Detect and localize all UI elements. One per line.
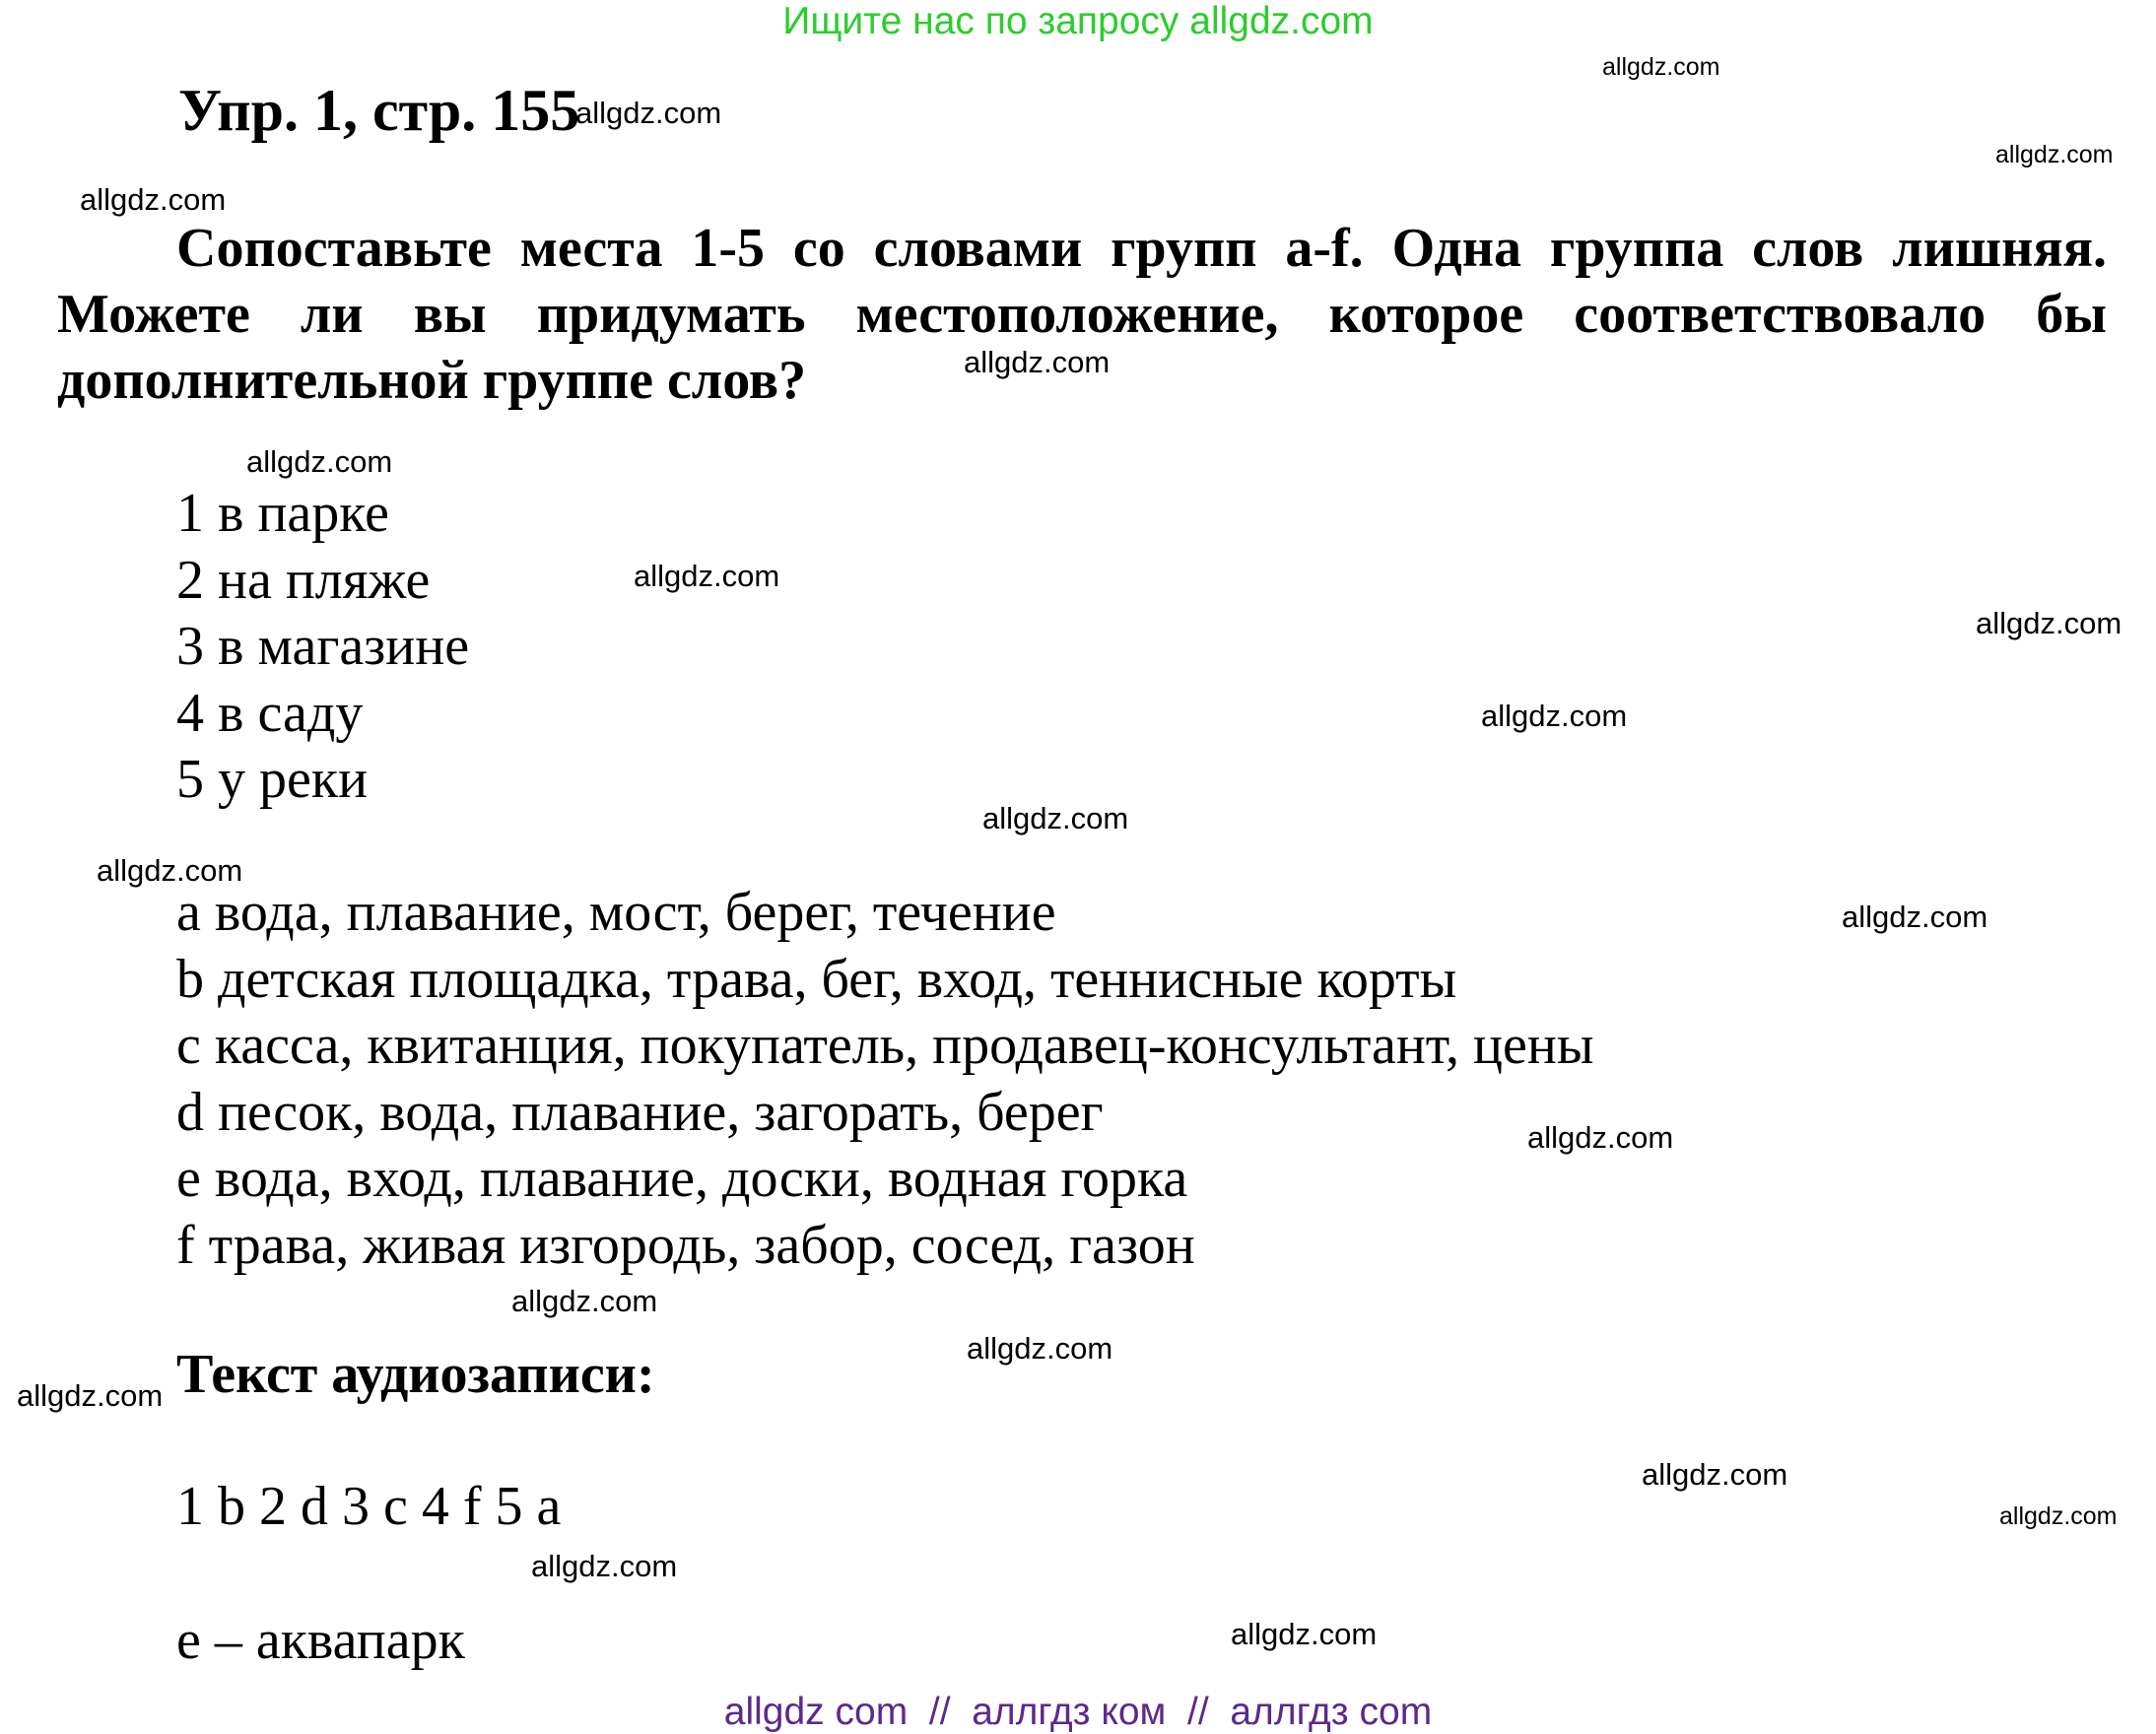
word-groups-list (176, 880, 1593, 1279)
watermark: allgdz.com (1995, 141, 2114, 168)
watermark: allgdz.com (964, 345, 1111, 379)
word-group-item: c касса, квитанция, покупатель, продавец-консультант, цены (176, 1015, 1594, 1076)
place-item: 4 в саду (176, 682, 364, 744)
place-item: 2 на пляже (176, 549, 431, 611)
watermark: allgdz.com (97, 853, 243, 888)
task-text: Сопоставьте места 1-5 со словами групп a-f. Одна группа слов лишняя. Можете ли вы придумать местоположение, которое соответствовало бы дополнительной группе слов? (57, 218, 2107, 411)
watermark: allgdz.com (1231, 1617, 1378, 1651)
answer-line: 1 b 2 d 3 c 4 f 5 a (176, 1476, 562, 1537)
watermark: allgdz.com (982, 801, 1129, 835)
watermark: allgdz.com (634, 559, 780, 593)
watermark: allgdz.com (575, 96, 722, 130)
watermark: allgdz.com (967, 1331, 1113, 1366)
task-instructions (57, 216, 2107, 414)
watermark: allgdz.com (1842, 900, 1988, 934)
place-item: 3 в магазине (176, 616, 470, 677)
watermark: allgdz.com (1602, 53, 1720, 81)
word-group-item: b детская площадка, трава, бег, вход, теннисные корты (176, 948, 1457, 1010)
watermark: allgdz.com (1999, 1502, 2118, 1530)
places-list (176, 481, 469, 814)
extra-group-answer: e – аквапарк (176, 1610, 465, 1671)
exercise-title: Упр. 1, стр. 155 (178, 78, 580, 143)
watermark: allgdz.com (511, 1284, 658, 1318)
top-banner[interactable]: Ищите нас по запросу allgdz.com (782, 0, 1374, 42)
watermark: allgdz.com (17, 1378, 164, 1413)
watermark: allgdz.com (531, 1549, 678, 1583)
place-item: 5 у реки (176, 749, 369, 810)
audio-text-heading: Текст аудиозаписи: (176, 1344, 655, 1405)
word-group-item: a вода, плавание, мост, берег, течение (176, 882, 1056, 943)
word-group-item: d песок, вода, плавание, загорать, берег (176, 1081, 1104, 1143)
watermark: allgdz.com (1976, 606, 2122, 640)
watermark: allgdz.com (246, 444, 393, 479)
word-group-item: f трава, живая изгородь, забор, сосед, газон (176, 1214, 1195, 1276)
watermark: allgdz.com (1481, 699, 1628, 733)
footer-links[interactable]: allgdz com // аллгдз ком // аллгдз com (723, 1691, 1433, 1733)
watermark: allgdz.com (1527, 1120, 1674, 1155)
watermark: allgdz.com (80, 182, 227, 217)
watermark: allgdz.com (1642, 1457, 1788, 1492)
place-item: 1 в парке (176, 483, 389, 544)
word-group-item: e вода, вход, плавание, доски, водная горка (176, 1148, 1188, 1209)
